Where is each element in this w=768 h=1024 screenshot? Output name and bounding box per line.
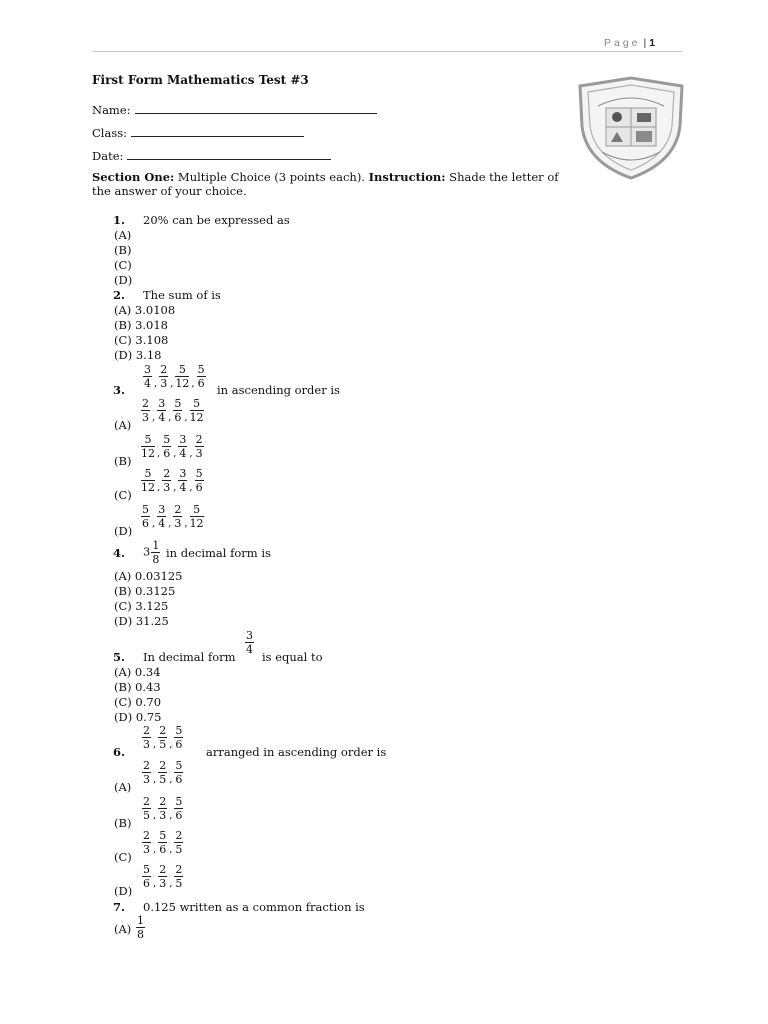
- fraction-denominator: 5: [143, 809, 150, 822]
- fraction-numerator: 5: [141, 434, 155, 447]
- page-separator: |: [643, 37, 647, 49]
- fraction: [195, 434, 204, 459]
- fraction: [142, 725, 151, 750]
- fraction-denominator: 12: [141, 481, 155, 494]
- question-3-option-d[interactable]: (D): [114, 524, 133, 538]
- fraction-denominator: 6: [197, 377, 205, 390]
- date-field[interactable]: [92, 147, 331, 163]
- instruction-label: Instruction:: [368, 170, 446, 184]
- fraction: [158, 830, 167, 855]
- question-1-text: 20% can be expressed as: [143, 213, 290, 227]
- question-6-option-d[interactable]: (D): [114, 884, 133, 898]
- question-3-number: 3.: [113, 383, 126, 397]
- fraction: [162, 434, 171, 459]
- question-5-option-d[interactable]: (D) 0.75: [114, 710, 162, 724]
- instruction-text: Shade the letter of the answer of your choice.: [92, 170, 559, 198]
- fraction-separator: ,: [157, 482, 161, 493]
- fraction-separator: ,: [154, 378, 158, 389]
- fraction-separator: ,: [153, 844, 157, 855]
- fraction-denominator: 12: [175, 377, 190, 390]
- fraction-numerator: 5: [159, 829, 167, 842]
- fraction-numerator: 2: [175, 829, 183, 842]
- fraction: [143, 364, 152, 389]
- fraction-separator: ,: [169, 844, 173, 855]
- fraction-denominator: 3: [195, 447, 203, 460]
- fraction-denominator: 3: [160, 377, 168, 390]
- fraction: [142, 796, 151, 821]
- question-6-option-b-fractions: [141, 796, 184, 821]
- fraction: [157, 398, 166, 423]
- question-3-option-b-fractions: [140, 434, 205, 459]
- fraction-denominator: 5: [175, 877, 183, 890]
- fraction: [158, 864, 167, 889]
- name-label: Name:: [92, 103, 131, 117]
- test-title: First Form Mathematics Test #3: [92, 73, 309, 87]
- fraction-denominator: 6: [174, 411, 182, 424]
- fraction-numerator: 2: [159, 863, 167, 876]
- fraction: [141, 504, 150, 529]
- fraction-denominator: 4: [158, 517, 166, 530]
- question-4-number: 4.: [113, 546, 126, 560]
- question-3-option-b[interactable]: (B): [114, 454, 132, 468]
- question-6-option-d-fractions: [141, 864, 184, 889]
- fraction-numerator: 3: [158, 397, 166, 410]
- fraction-separator: ,: [173, 448, 177, 459]
- question-4-fraction: $\frac{1}{8}$: [152, 539, 160, 566]
- fraction-numerator: 2: [159, 724, 167, 737]
- question-6-text: arranged in ascending order is: [206, 745, 387, 759]
- question-6-option-a[interactable]: (A): [114, 780, 132, 794]
- question-6-option-c-fractions: [141, 830, 184, 855]
- fraction-denominator: 3: [142, 411, 149, 424]
- question-5-option-c[interactable]: (C) 0.70: [114, 695, 162, 709]
- fraction: [197, 364, 206, 389]
- page-number-value: 1: [649, 37, 656, 49]
- fraction-numerator: 5: [174, 397, 182, 410]
- fraction-separator: ,: [189, 482, 193, 493]
- school-crest-icon: [576, 76, 686, 180]
- fraction: [190, 504, 204, 529]
- fraction-denominator: 6: [163, 447, 171, 460]
- fraction-numerator: 2: [159, 795, 167, 808]
- fraction-numerator: 5: [163, 433, 171, 446]
- question-2-option-c[interactable]: (C) 3.108: [114, 333, 169, 347]
- name-line[interactable]: [135, 101, 377, 114]
- fraction-denominator: 6: [175, 773, 183, 786]
- fraction-numerator: 2: [143, 795, 150, 808]
- fraction-separator: ,: [173, 482, 177, 493]
- class-label: Class:: [92, 126, 128, 140]
- fraction-denominator: 4: [144, 377, 151, 390]
- question-5-text-2: is equal to: [262, 650, 323, 664]
- question-3-text: in ascending order is: [217, 383, 340, 397]
- question-4-whole: 3: [143, 544, 151, 559]
- fraction-denominator: 6: [195, 481, 203, 494]
- fraction-numerator: 5: [175, 795, 183, 808]
- fraction-denominator: 6: [159, 843, 167, 856]
- fraction-numerator: 3: [144, 363, 151, 376]
- fraction-separator: ,: [169, 810, 173, 821]
- fraction-numerator: 2: [163, 467, 171, 480]
- fraction-numerator: 3: [158, 503, 166, 516]
- fraction-numerator: 5: [142, 503, 149, 516]
- fraction: [174, 760, 183, 785]
- fraction-denominator: 4: [158, 411, 166, 424]
- fraction-numerator: 2: [159, 759, 167, 772]
- fraction-denominator: 4: [179, 481, 187, 494]
- section-text: Multiple Choice (3 points each).: [174, 170, 369, 184]
- date-line[interactable]: [127, 147, 331, 160]
- fraction-separator: ,: [184, 518, 188, 529]
- question-5-number: 5.: [113, 650, 126, 664]
- fraction-denominator: 4: [179, 447, 187, 460]
- question-1-option-c[interactable]: (C): [114, 258, 132, 272]
- question-2-text: The sum of is: [143, 288, 221, 302]
- fraction-numerator: 2: [143, 724, 150, 737]
- fraction-denominator: 3: [143, 738, 150, 751]
- fraction-numerator: 2: [175, 863, 183, 876]
- question-2-number: 2.: [113, 288, 126, 302]
- fraction-denominator: 12: [189, 411, 204, 424]
- question-5-text-1: In decimal form: [143, 650, 236, 664]
- question-2-option-b[interactable]: (B) 3.018: [114, 318, 169, 332]
- fraction-separator: ,: [157, 448, 161, 459]
- question-1-option-d[interactable]: (D): [114, 273, 133, 287]
- question-5-option-a[interactable]: (A) 0.34: [114, 665, 161, 679]
- fraction: [158, 760, 167, 785]
- question-2-option-a[interactable]: (A) 3.0108: [114, 303, 176, 317]
- fraction: [174, 796, 183, 821]
- fraction-denominator: 3: [159, 877, 167, 890]
- fraction: [158, 725, 167, 750]
- page-word: Page: [604, 37, 641, 49]
- fraction-numerator: 5: [175, 364, 189, 377]
- question-4-option-d[interactable]: (D) 31.25: [114, 614, 169, 628]
- question-6-option-a-fractions: [141, 760, 184, 785]
- question-4-mixed-number: [143, 540, 161, 565]
- fraction: [159, 364, 168, 389]
- fraction-denominator: 5: [175, 843, 183, 856]
- fraction-separator: ,: [169, 739, 173, 750]
- fraction-numerator: 5: [143, 863, 150, 876]
- fraction: [173, 398, 182, 423]
- fraction: [174, 725, 183, 750]
- fraction-separator: ,: [152, 412, 156, 423]
- fraction: [158, 796, 167, 821]
- question-7-text: 0.125 written as a common fraction is: [143, 900, 365, 914]
- fraction-separator: ,: [191, 378, 195, 389]
- question-3-option-c-fractions: [140, 468, 205, 493]
- question-4-text: in decimal form is: [166, 546, 271, 560]
- fraction-denominator: 3: [159, 809, 167, 822]
- question-7-number: 7.: [113, 900, 126, 914]
- question-7-option-a[interactable]: (A): [114, 922, 132, 936]
- fraction-separator: ,: [153, 739, 157, 750]
- fraction-denominator: 6: [143, 877, 150, 890]
- fraction-denominator: 3: [143, 773, 150, 786]
- question-2-option-d[interactable]: (D) 3.18: [114, 348, 162, 362]
- fraction-separator: ,: [170, 378, 174, 389]
- fraction-denominator: 12: [141, 447, 155, 460]
- fraction-numerator: 2: [160, 363, 168, 376]
- question-6-stem-fractions: [141, 725, 184, 750]
- fraction: [142, 760, 151, 785]
- date-label: Date:: [92, 149, 124, 163]
- fraction: [190, 398, 204, 423]
- fraction-denominator: 12: [189, 517, 204, 530]
- fraction: [142, 864, 151, 889]
- fraction: [174, 830, 183, 855]
- fraction-separator: ,: [153, 774, 157, 785]
- fraction: [141, 398, 150, 423]
- fraction-denominator: 6: [175, 809, 183, 822]
- question-5-option-b[interactable]: (B) 0.43: [114, 680, 161, 694]
- fraction: [195, 468, 204, 493]
- class-field[interactable]: [92, 124, 304, 140]
- fraction-numerator: 3: [179, 467, 187, 480]
- fraction: [175, 364, 189, 389]
- fraction-separator: ,: [153, 810, 157, 821]
- fraction-numerator: 5: [195, 467, 203, 480]
- fraction: [178, 468, 187, 493]
- fraction-separator: ,: [184, 412, 188, 423]
- question-3-option-a[interactable]: (A): [114, 418, 132, 432]
- fraction-numerator: 2: [143, 829, 150, 842]
- header-rule: [92, 51, 682, 52]
- question-3-stem-fractions: [142, 364, 207, 389]
- fraction: [157, 504, 166, 529]
- fraction: [173, 504, 182, 529]
- fraction: [178, 434, 187, 459]
- fraction-numerator: 2: [142, 397, 149, 410]
- fraction-separator: ,: [189, 448, 193, 459]
- fraction-numerator: 5: [175, 759, 183, 772]
- fraction-separator: ,: [168, 412, 172, 423]
- fraction-denominator: 3: [163, 481, 171, 494]
- fraction-numerator: 2: [174, 503, 182, 516]
- section-one-instructions: [92, 170, 562, 198]
- question-4-option-b[interactable]: (B) 0.3125: [114, 584, 176, 598]
- page-number: [604, 37, 655, 49]
- question-4-option-c[interactable]: (C) 3.125: [114, 599, 169, 613]
- question-3-option-c[interactable]: (C): [114, 488, 132, 502]
- question-1-number: 1.: [113, 213, 126, 227]
- question-3-option-d-fractions: [140, 504, 205, 529]
- fraction: [141, 468, 155, 493]
- fraction-denominator: 3: [143, 843, 150, 856]
- question-1-option-b[interactable]: (B): [114, 243, 132, 257]
- name-field[interactable]: [92, 101, 377, 117]
- question-6-option-c[interactable]: (C): [114, 850, 132, 864]
- question-6-option-b[interactable]: (B): [114, 816, 132, 830]
- fraction-separator: ,: [152, 518, 156, 529]
- question-1-option-a[interactable]: (A): [114, 228, 132, 242]
- fraction-numerator: 5: [141, 468, 155, 481]
- section-label: Section One:: [92, 170, 175, 184]
- fraction-denominator: 5: [159, 738, 167, 751]
- fraction-denominator: 6: [175, 738, 183, 751]
- fraction-denominator: 6: [142, 517, 149, 530]
- fraction: [174, 864, 183, 889]
- fraction: [142, 830, 151, 855]
- question-3-option-a-fractions: [140, 398, 205, 423]
- question-5-fraction: $\frac{3}{4}$: [246, 629, 253, 656]
- fraction-numerator: 5: [175, 724, 183, 737]
- class-line[interactable]: [131, 124, 304, 137]
- fraction-denominator: 3: [174, 517, 182, 530]
- fraction-denominator: 5: [159, 773, 167, 786]
- fraction: [162, 468, 171, 493]
- fraction-separator: ,: [169, 774, 173, 785]
- fraction-separator: ,: [169, 878, 173, 889]
- fraction-numerator: 5: [190, 504, 204, 517]
- question-6-number: 6.: [113, 745, 126, 759]
- fraction-numerator: 2: [195, 433, 203, 446]
- fraction-numerator: 5: [197, 363, 205, 376]
- fraction: [141, 434, 155, 459]
- fraction-numerator: 3: [179, 433, 187, 446]
- fraction-numerator: 2: [143, 759, 150, 772]
- fraction-separator: ,: [168, 518, 172, 529]
- fraction-separator: ,: [153, 878, 157, 889]
- question-4-option-a[interactable]: (A) 0.03125: [114, 569, 183, 583]
- question-7-option-a-fraction: $\frac{1}{8}$: [137, 914, 144, 941]
- fraction-numerator: 5: [190, 398, 204, 411]
